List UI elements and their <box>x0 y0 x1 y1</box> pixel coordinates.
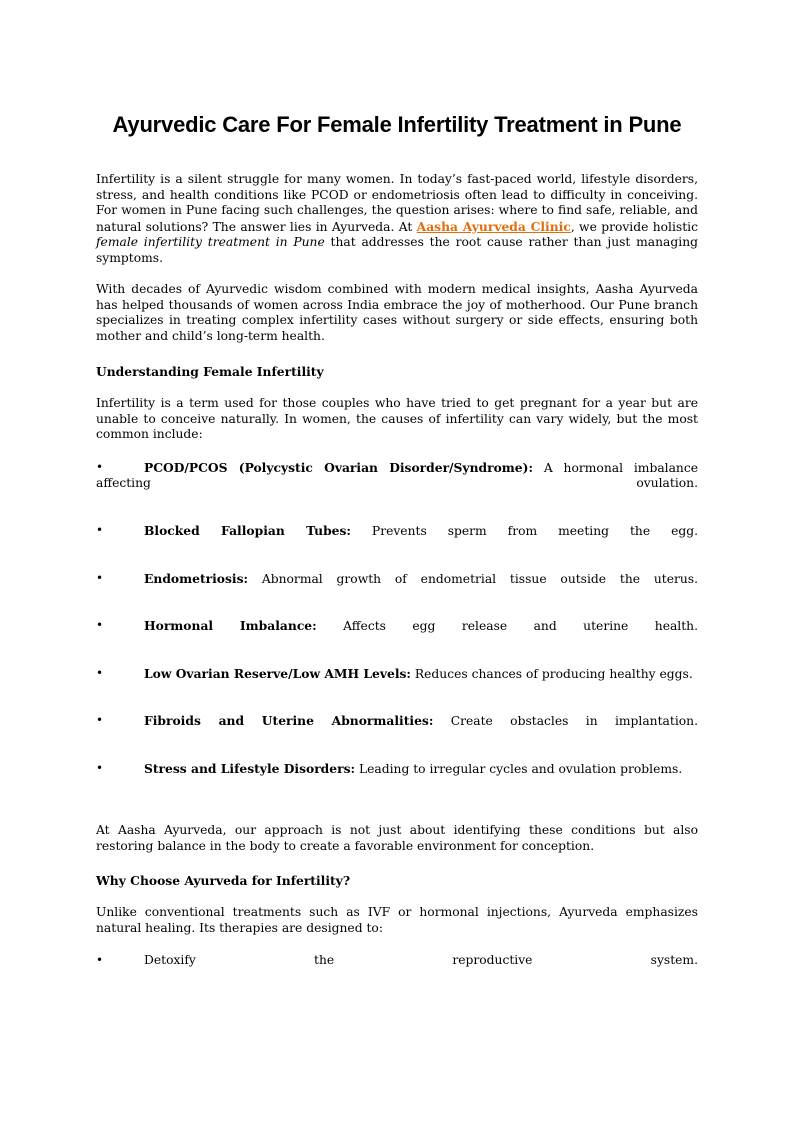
clinic-link[interactable]: Aasha Ayurveda Clinic <box>416 218 571 234</box>
bullet-desc: A hormonal imbalance <box>532 461 698 475</box>
list-item <box>96 523 698 539</box>
bullet-term: Low Ovarian Reserve/Low AMH Levels: <box>144 666 411 681</box>
intro-paragraph <box>96 172 698 267</box>
bullet-icon: • <box>96 666 104 680</box>
intro-text-2: , we provide holistic <box>570 219 698 234</box>
paragraph-2-text: With decades of Ayurvedic wisdom combined with modern medical insights, Aasha Ayurveda has helped thousands of women across India embrace the joy of motherhood. Our Pune branch specializes in treating complex infertility cases without surgery or side effects, ensuring both mother and child’s long-term health. <box>96 282 698 343</box>
bullet-icon: • <box>96 618 104 632</box>
bullet-term: Endometriosis: <box>144 571 249 586</box>
bullet-icon: • <box>96 953 104 967</box>
bullet-term: Stress and Lifestyle Disorders: <box>144 761 356 776</box>
bullet-desc: Prevents sperm from meeting the egg. <box>350 524 698 538</box>
list-item <box>96 618 698 634</box>
page-title: Ayurvedic Care For Female Infertility Treatment in Pune <box>112 112 682 137</box>
section-heading-why-ayurveda: Why Choose Ayurveda for Infertility? <box>96 873 351 888</box>
bullet-desc: Leading to irregular cycles and ovulation problems. <box>355 762 683 776</box>
intro-text-3: that addresses the root cause rather than just managing symptoms. <box>96 235 698 265</box>
section1-body <box>96 396 698 443</box>
list-item <box>96 713 698 729</box>
paragraph-2 <box>96 282 698 344</box>
intro-italic: female infertility treatment in Pune <box>96 235 325 250</box>
bullet-desc: Abnormal growth of endometrial tissue outside the uterus. <box>248 572 698 586</box>
bullet-term: Blocked Fallopian Tubes: <box>144 523 351 538</box>
bullet-icon: • <box>96 460 104 474</box>
bullet-desc: Create obstacles in implantation. <box>433 714 698 728</box>
section-heading-understanding: Understanding Female Infertility <box>96 364 324 379</box>
bullet-desc: Reduces chances of producing healthy eggs. <box>410 667 693 681</box>
bullet-icon: • <box>96 571 104 585</box>
section2-body-text: Unlike conventional treatments such as IVF or hormonal injections, Ayurveda emphasizes natural healing. Its therapies are designed to: <box>96 905 698 935</box>
list-item <box>96 571 698 587</box>
bullet-desc: Affects egg release and uterine health. <box>316 619 699 633</box>
bullet-desc-wrap: affecting ovulation. <box>96 475 698 490</box>
bullet-icon: • <box>96 523 104 537</box>
list-item <box>96 460 698 492</box>
section1-body-text: Infertility is a term used for those couples who have tried to get pregnant for a year but are unable to conceive naturally. In women, the causes of infertility can vary widely, but the most common include: <box>96 396 698 442</box>
bullet-icon: • <box>96 761 104 775</box>
section2-body <box>96 905 698 936</box>
bullet-term: Fibroids and Uterine Abnormalities: <box>144 713 434 728</box>
bullet-desc: Detoxify the reproductive system. <box>144 953 698 967</box>
bullet-term: PCOD/PCOS (Polycystic Ovarian Disorder/Syndrome): <box>144 460 533 475</box>
intro-text-1: Infertility is a silent struggle for many women. In today’s fast-paced world, lifestyle disorders, stress, and health conditions like PCOD or endometriosis often lead to difficulty in conceiving. For women in Pune facing such challenges, the question arises: where to find safe, reliable, and natural solutions? The answer lies in Ayurveda. At <box>96 172 698 234</box>
list-item <box>96 666 698 682</box>
bullet-term: Hormonal Imbalance: <box>144 618 317 633</box>
list-item <box>96 761 698 777</box>
section1-closing <box>96 823 698 854</box>
list-item <box>96 953 698 969</box>
bullet-icon: • <box>96 713 104 727</box>
section1-closing-text: At Aasha Ayurveda, our approach is not just about identifying these conditions but also restoring balance in the body to create a favorable environment for conception. <box>96 823 698 853</box>
